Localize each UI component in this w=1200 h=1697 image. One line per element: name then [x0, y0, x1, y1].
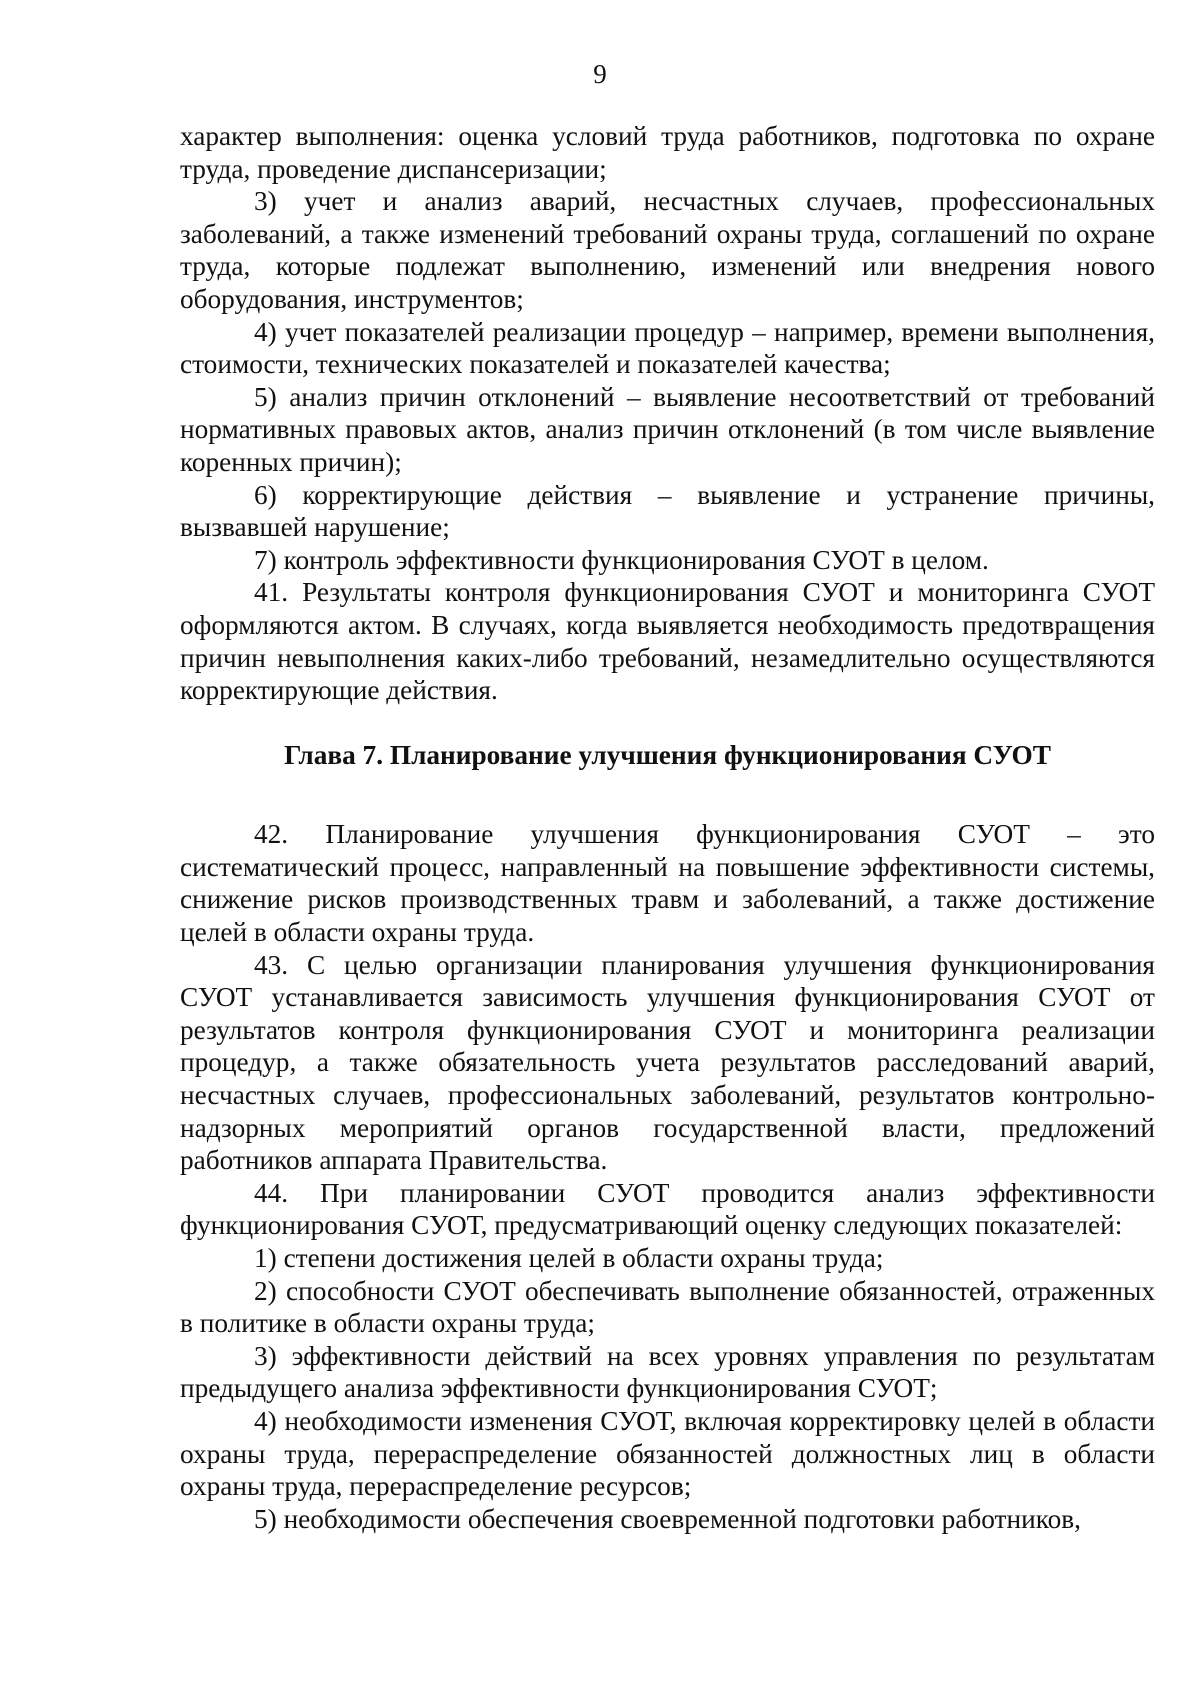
paragraph: 3) эффективности действий на всех уровнях управления по результатам предыдущего анализа эффективности функционирования СУОТ; [180, 1340, 1155, 1404]
chapter-heading: Глава 7. Планирование улучшения функционирования СУОТ [284, 739, 1051, 770]
paragraphs-before-heading [180, 120, 1155, 707]
document-body [180, 120, 1155, 1535]
paragraph: 6) корректирующие действия – выявление и устранение причины, вызвавшей нарушение; [180, 479, 1155, 543]
paragraph: 5) необходимости обеспечения своевременной подготовки работников, [254, 1503, 1081, 1534]
page-number: 9 [593, 59, 607, 89]
paragraph: 7) контроль эффективности функционирования СУОТ в целом. [254, 544, 989, 575]
paragraph: 5) анализ причин отклонений – выявление несоответствий от требований нормативных правовых актов, анализ причин отклонений (в том числе выявление коренных причин); [180, 381, 1155, 477]
paragraph: 1) степени достижения целей в области охраны труда; [254, 1243, 884, 1273]
paragraph: 4) учет показателей реализации процедур – например, времени выполнения, стоимости, технических показателей и показателей качества; [180, 316, 1155, 380]
paragraph: 41. Результаты контроля функционирования СУОТ и мониторинга СУОТ оформляются актом. В случаях, когда выявляется необходимость предотвращения причин невыполнения каких-либо требований, незамедлительно осуществляются корректирующие действия. [180, 577, 1155, 706]
paragraph: характер выполнения: оценка условий труда работников, подготовка по охране труда, проведение диспансеризации; [180, 121, 1155, 184]
paragraph: 2) способности СУОТ обеспечивать выполнение обязанностей, отраженных в политике в области охраны труда; [180, 1275, 1155, 1339]
paragraphs-after-heading [180, 818, 1155, 1535]
paragraph: 42. Планирование улучшения функционирования СУОТ – это систематический процесс, направленный на повышение эффективности системы, снижение рисков производственных травм и заболеваний, а также достижение целей в области охраны труда. [180, 819, 1155, 948]
paragraph: 44. При планировании СУОТ проводится анализ эффективности функционирования СУОТ, предусматривающий оценку следующих показателей: [180, 1177, 1155, 1241]
paragraph: 4) необходимости изменения СУОТ, включая корректировку целей в области охраны труда, перераспределение обязанностей должностных лиц в области охраны труда, перераспределение ресурсов; [180, 1405, 1155, 1502]
paragraph: 43. С целью организации планирования улучшения функционирования СУОТ устанавливается зависимость улучшения функционирования СУОТ от результатов контроля функционирования СУОТ и мониторинга реализации процедур, а также обязательность учета результатов расследований аварий, несчастных случаев, профессиональных заболеваний, результатов контрольно-надзорных мероприятий органов государственной власти, предложений работников аппарата Правительства. [180, 949, 1155, 1176]
paragraph: 3) учет и анализ аварий, несчастных случаев, профессиональных заболеваний, а также изменений требований охраны труда, соглашений по охране труда, которые подлежат выполнению, изменений или внедрения нового оборудования, инструментов; [180, 186, 1155, 314]
